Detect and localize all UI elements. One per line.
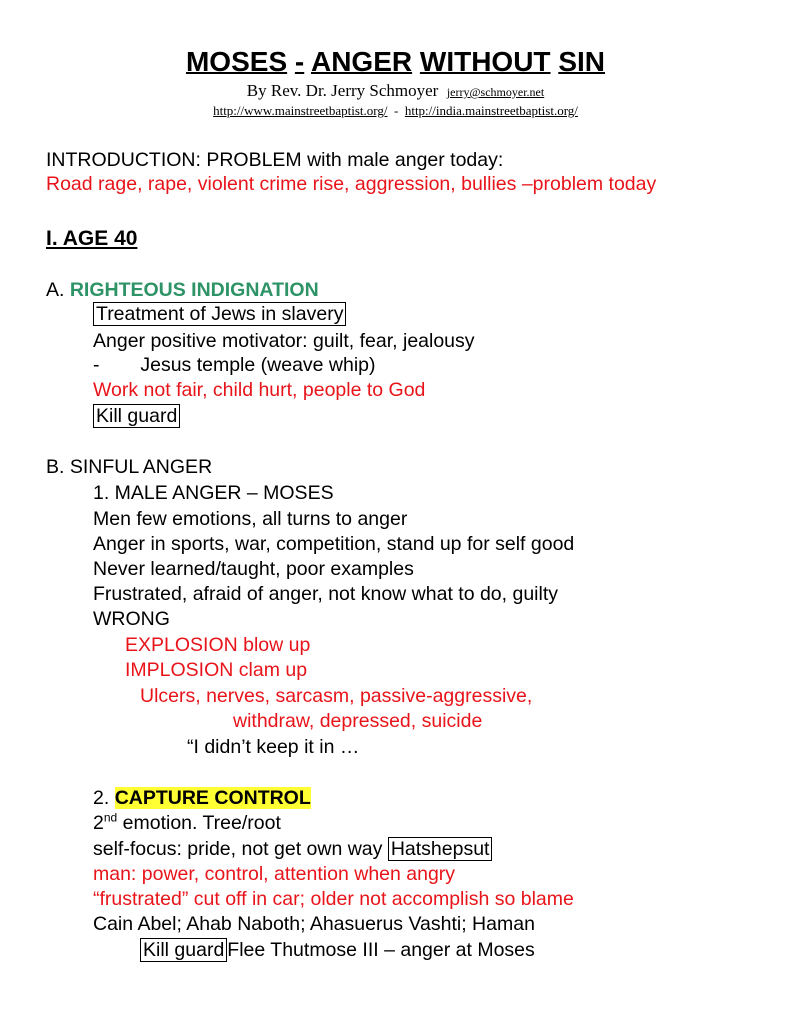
boxed-note: Kill guard	[140, 938, 227, 962]
section-b2-line	[93, 811, 281, 835]
intro-line: INTRODUCTION: PROBLEM with male anger today:	[46, 149, 504, 171]
capture-control-highlight: CAPTURE CONTROL	[114, 787, 311, 809]
boxed-note: Hatshepsut	[388, 837, 493, 861]
righteous-indignation-label: RIGHTEOUS INDIGNATION	[69, 279, 319, 301]
website-links	[0, 102, 791, 119]
section-b2-line: Cain Abel; Ahab Naboth; Ahasuerus Vashti; Haman	[93, 913, 535, 935]
link-india[interactable]: http://india.mainstreetbaptist.org/	[404, 103, 578, 118]
section-a-heading	[46, 278, 319, 302]
section-b2-line	[140, 938, 535, 962]
title-word-sin: SIN	[558, 46, 605, 77]
subsection-male-anger: 1. MALE ANGER – MOSES	[93, 482, 334, 504]
section-b2-line	[93, 837, 492, 861]
link-mainstreet[interactable]: http://www.mainstreetbaptist.org/	[213, 103, 388, 118]
section-b-line: Men few emotions, all turns to anger	[93, 508, 408, 530]
implosion-line: IMPLOSION clam up	[125, 659, 308, 681]
section-b-line: WRONG	[93, 608, 170, 630]
byline	[0, 81, 791, 102]
author: By Rev. Dr. Jerry Schmoyer	[246, 81, 439, 100]
jesus-temple-text: Jesus temple (weave whip)	[140, 354, 376, 376]
section-b-line: Never learned/taught, poor examples	[93, 558, 414, 580]
title-word-without: WITHOUT	[419, 46, 551, 77]
title-dash: -	[294, 46, 305, 77]
emotion-text: emotion. Tree/root	[117, 812, 281, 834]
boxed-note: Treatment of Jews in slavery	[93, 302, 346, 326]
title-word-anger: ANGER	[310, 46, 413, 77]
link-separator: -	[393, 103, 399, 118]
intro-problem-line: Road rage, rape, violent crime rise, aggression, bullies –problem today	[46, 173, 657, 195]
page-title	[0, 46, 791, 78]
symptoms-line: Ulcers, nerves, sarcasm, passive-aggressive,	[140, 685, 533, 707]
section-a-line	[93, 353, 376, 377]
section-a-prefix: A.	[46, 279, 70, 301]
subsection-capture-control	[93, 786, 311, 810]
section-a-line	[93, 404, 180, 428]
section-a-line	[93, 302, 346, 326]
section-b-line: Frustrated, afraid of anger, not know what to do, guilty	[93, 583, 559, 605]
subsection-prefix: 2.	[93, 787, 115, 809]
ordinal-suffix: nd	[103, 810, 118, 825]
explosion-line: EXPLOSION blow up	[125, 634, 311, 656]
section-heading-age-40: I. AGE 40	[46, 227, 138, 250]
bullet-dash: -	[93, 354, 100, 376]
boxed-note: Kill guard	[93, 404, 180, 428]
section-b2-line: man: power, control, attention when angry	[93, 863, 456, 885]
email-link[interactable]: jerry@schmoyer.net	[446, 85, 545, 99]
self-focus-text: self-focus: pride, not get own way	[93, 838, 388, 860]
symptoms-line-continued: withdraw, depressed, suicide	[233, 710, 483, 732]
section-b2-line: “frustrated” cut off in car; older not accomplish so blame	[93, 888, 574, 910]
section-a-line: Work not fair, child hurt, people to God	[93, 379, 426, 401]
title-word-moses: MOSES	[185, 46, 288, 77]
section-a-line: Anger positive motivator: guilt, fear, jealousy	[93, 330, 475, 352]
section-b-line: Anger in sports, war, competition, stand up for self good	[93, 533, 575, 555]
section-b-heading: B. SINFUL ANGER	[46, 456, 213, 478]
flee-thutmose-text: Flee Thutmose III – anger at Moses	[227, 939, 535, 961]
quote-line: “I didn’t keep it in …	[187, 736, 360, 758]
ordinal-number: 2	[93, 812, 104, 834]
